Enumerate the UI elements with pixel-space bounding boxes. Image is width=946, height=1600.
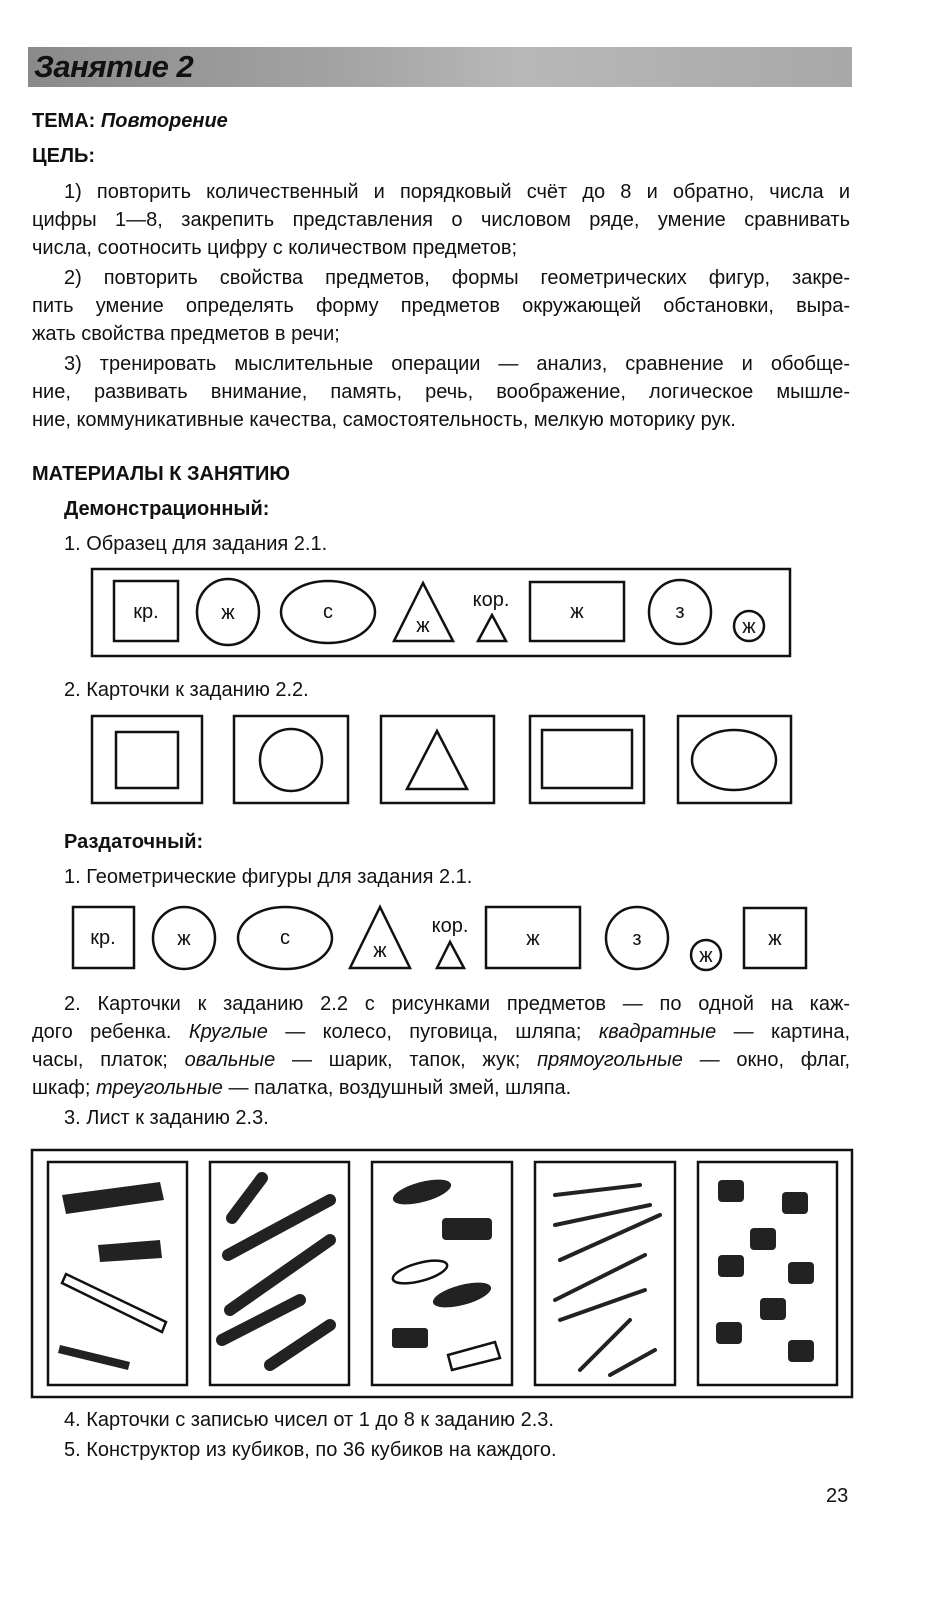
goal-line: ние, развивать внимание, память, речь, воображение, логическое мышле- xyxy=(32,381,850,403)
shape-label: кор. xyxy=(472,589,510,611)
triangle-shape xyxy=(407,731,467,789)
handout-item-1: 1. Геометрические фигуры для задания 2.1. xyxy=(64,866,473,888)
goal-line: числа, соотносить цифру с количеством предметов; xyxy=(32,237,518,259)
handout-item-4: 4. Карточки с записью чисел от 1 до 8 к заданию 2.3. xyxy=(64,1409,554,1431)
handout-shapes xyxy=(73,907,806,970)
rectangle-shape xyxy=(542,730,632,788)
shape-label: кр. xyxy=(133,601,159,623)
goal-line: жать свойства предметов в речи; xyxy=(32,323,340,345)
shape-label: ж xyxy=(742,616,756,638)
small-triangle-shape xyxy=(437,942,464,968)
shape-label: кр. xyxy=(90,927,116,949)
goal-line: 1) повторить количественный и порядковый счёт до 8 и обратно, числа и xyxy=(64,181,850,203)
shape-label: ж xyxy=(416,615,430,637)
goal-label: ЦЕЛЬ: xyxy=(32,145,96,167)
shape-label: кор. xyxy=(431,915,469,937)
ruler-icon xyxy=(62,1274,166,1332)
shape-label: ж xyxy=(570,601,584,623)
goal-line: цифры 1—8, закрепить представления о числовом ряде, умение сравнивать xyxy=(32,209,850,231)
shape-label: з xyxy=(675,601,685,623)
shape-label: ж xyxy=(699,945,713,967)
materials-heading: МАТЕРИАЛЫ К ЗАНЯТИЮ xyxy=(32,463,291,485)
topic-value: Повторение xyxy=(100,110,228,132)
white-erasers-illustration xyxy=(391,1256,500,1370)
shape-label: ж xyxy=(221,602,235,624)
brushes-illustration xyxy=(555,1185,660,1375)
shape-label: ж xyxy=(177,928,191,950)
goal-line: 2) повторить свойства предметов, формы геометрических фигур, закре- xyxy=(64,267,850,289)
handout-item-2-line: часы, платок; овальные — шарик, тапок, жук; прямоугольные — окно, флаг, xyxy=(32,1049,850,1071)
pencils-illustration xyxy=(222,1178,330,1365)
goal-line: пить умение определять форму предметов окружающей обстановки, выра- xyxy=(32,295,850,317)
handout-item-3: 3. Лист к заданию 2.3. xyxy=(64,1107,269,1129)
demo-item-1: 1. Образец для задания 2.1. xyxy=(64,533,328,555)
shape-label: ж xyxy=(526,928,540,950)
demo-item-2: 2. Карточки к заданию 2.2. xyxy=(64,679,309,701)
demo-cards xyxy=(92,716,791,803)
handout-item-5: 5. Конструктор из кубиков, по 36 кубиков на каждого. xyxy=(64,1439,557,1461)
lesson-title: Занятие 2 xyxy=(34,49,194,84)
shape-label: с xyxy=(323,601,333,623)
oval-shape xyxy=(692,730,776,790)
card xyxy=(92,716,202,803)
shape-label: ж xyxy=(373,940,387,962)
demo-heading: Демонстрационный: xyxy=(64,498,270,520)
strips-illustration xyxy=(58,1182,164,1370)
handout-item-2-line: шкаф; треугольные — палатка, воздушный змей, шляпа. xyxy=(32,1077,572,1099)
goal-line: 3) тренировать мыслительные операции — анализ, сравнение и обобще- xyxy=(64,353,850,375)
worksheet-2-3 xyxy=(32,1150,852,1397)
shape-label: ж xyxy=(768,928,782,950)
paint-jars-illustration xyxy=(716,1180,814,1362)
handout-item-2-line: дого ребенка. Круглые — колесо, пуговица, шляпа; квадратные — картина, xyxy=(32,1021,850,1043)
circle-shape xyxy=(260,729,322,791)
shape-label: с xyxy=(280,927,290,949)
handout-item-2-line: 2. Карточки к заданию 2.2 с рисунками предметов — по одной на каж- xyxy=(64,993,850,1015)
demo-sample-strip xyxy=(92,569,790,656)
small-triangle-shape xyxy=(478,615,506,641)
topic-label: ТЕМА: xyxy=(32,110,96,132)
shape-label: з xyxy=(632,928,642,950)
square-shape xyxy=(116,732,178,788)
handout-heading: Раздаточный: xyxy=(64,831,204,853)
goal-line: ние, коммуникативные качества, самостоятельность, мелкую моторику рук. xyxy=(32,409,736,431)
page-number: 23 xyxy=(826,1485,849,1507)
